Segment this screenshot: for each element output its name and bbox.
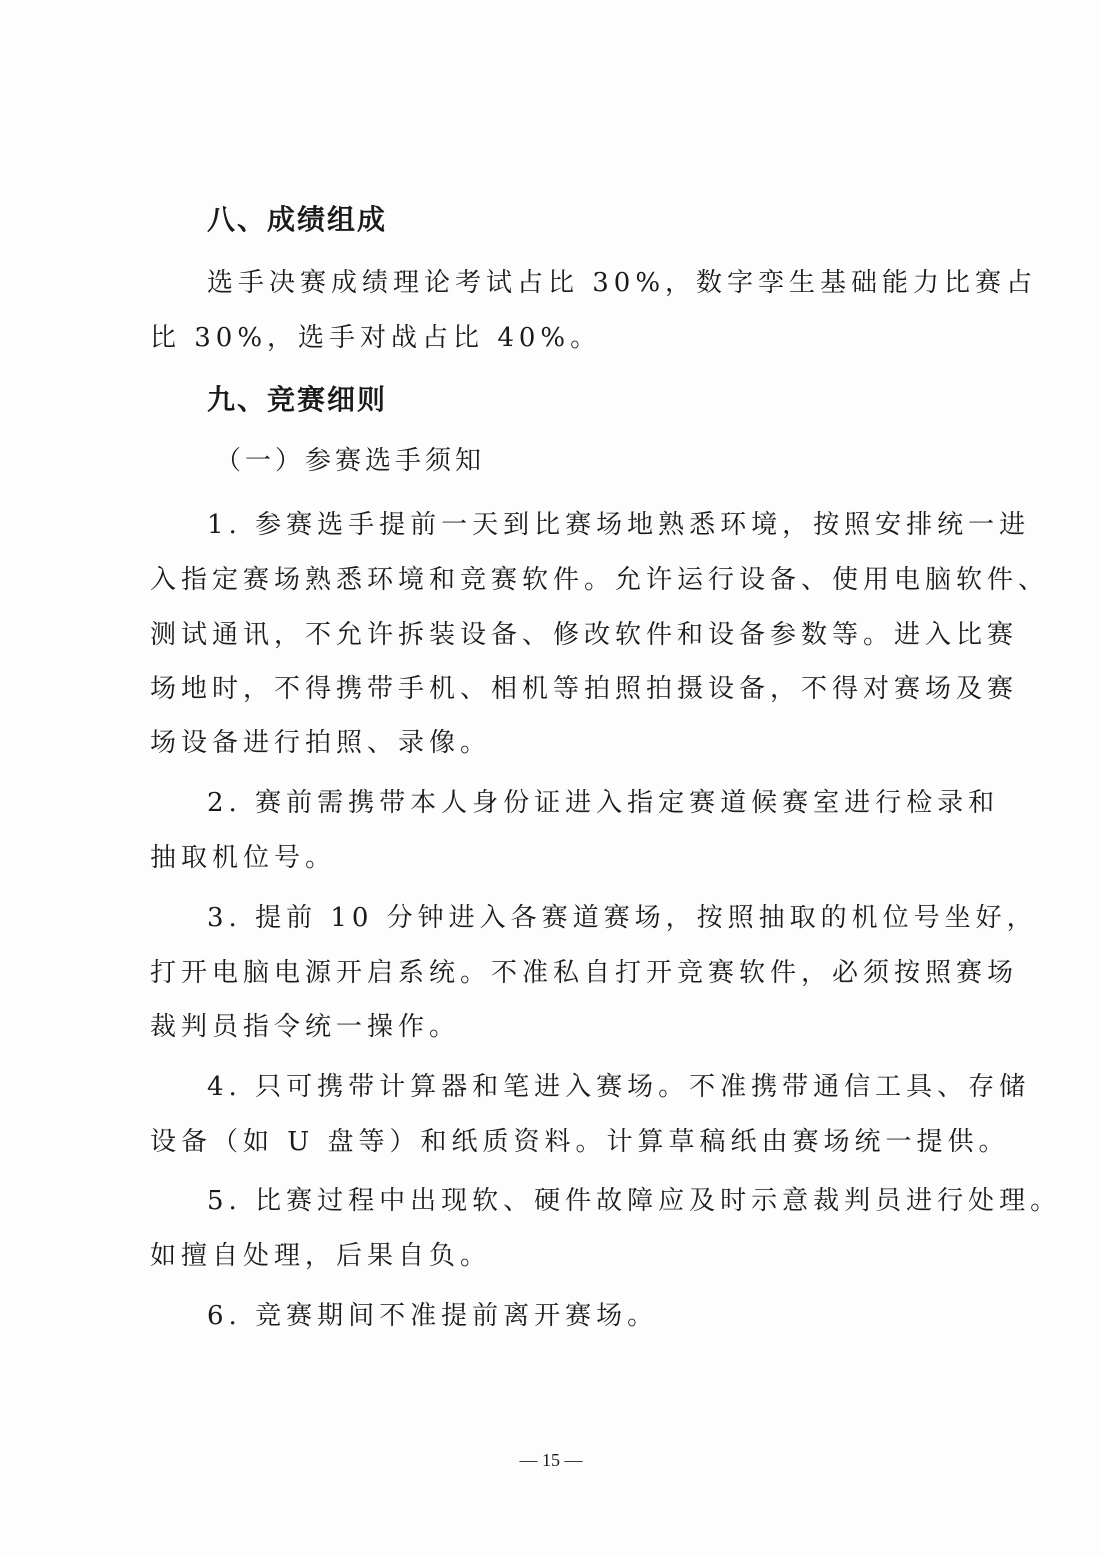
paragraph-line: 4. 只可携带计算器和笔进入赛场。不准携带通信工具、存储 xyxy=(207,1072,1031,1102)
subsection-heading: （一）参赛选手须知 xyxy=(215,446,486,476)
page-number: — 15 — xyxy=(519,1450,583,1470)
paragraph-line: 设备（如 U 盘等）和纸质资料。计算草稿纸由赛场统一提供。 xyxy=(150,1127,1010,1157)
paragraph-line: 1. 参赛选手提前一天到比赛场地熟悉环境，按照安排统一进 xyxy=(207,510,1031,540)
paragraph-line: 比 30%，选手对战占比 40%。 xyxy=(150,323,602,353)
paragraph-line: 入指定赛场熟悉环境和竞赛软件。允许运行设备、使用电脑软件、 xyxy=(150,565,1050,595)
paragraph-line: 5. 比赛过程中出现软、硬件故障应及时示意裁判员进行处理。 xyxy=(207,1186,1062,1216)
paragraph-line: 2. 赛前需携带本人身份证进入指定赛道候赛室进行检录和 xyxy=(207,788,1000,818)
paragraph-line: 场设备进行拍照、录像。 xyxy=(150,728,492,758)
paragraph-line: 如擅自处理，后果自负。 xyxy=(150,1241,492,1271)
paragraph-line: 6. 竞赛期间不准提前离开赛场。 xyxy=(207,1301,659,1331)
paragraph-line: 裁判员指令统一操作。 xyxy=(150,1012,461,1042)
section-8-heading: 八、成绩组成 xyxy=(207,203,388,236)
paragraph-line: 场地时，不得携带手机、相机等拍照拍摄设备，不得对赛场及赛 xyxy=(150,674,1019,704)
paragraph-line: 打开电脑电源开启系统。不准私自打开竞赛软件，必须按照赛场 xyxy=(150,958,1019,988)
section-9-heading: 九、竞赛细则 xyxy=(207,383,388,416)
paragraph-line: 抽取机位号。 xyxy=(150,843,337,873)
paragraph-line: 3. 提前 10 分钟进入各赛道赛场，按照抽取的机位号坐好， xyxy=(207,903,1038,933)
paragraph-line: 选手决赛成绩理论考试占比 30%，数字孪生基础能力比赛占 xyxy=(207,268,1038,298)
paragraph-line: 测试通讯，不允许拆装设备、修改软件和设备参数等。进入比赛 xyxy=(150,620,1019,650)
